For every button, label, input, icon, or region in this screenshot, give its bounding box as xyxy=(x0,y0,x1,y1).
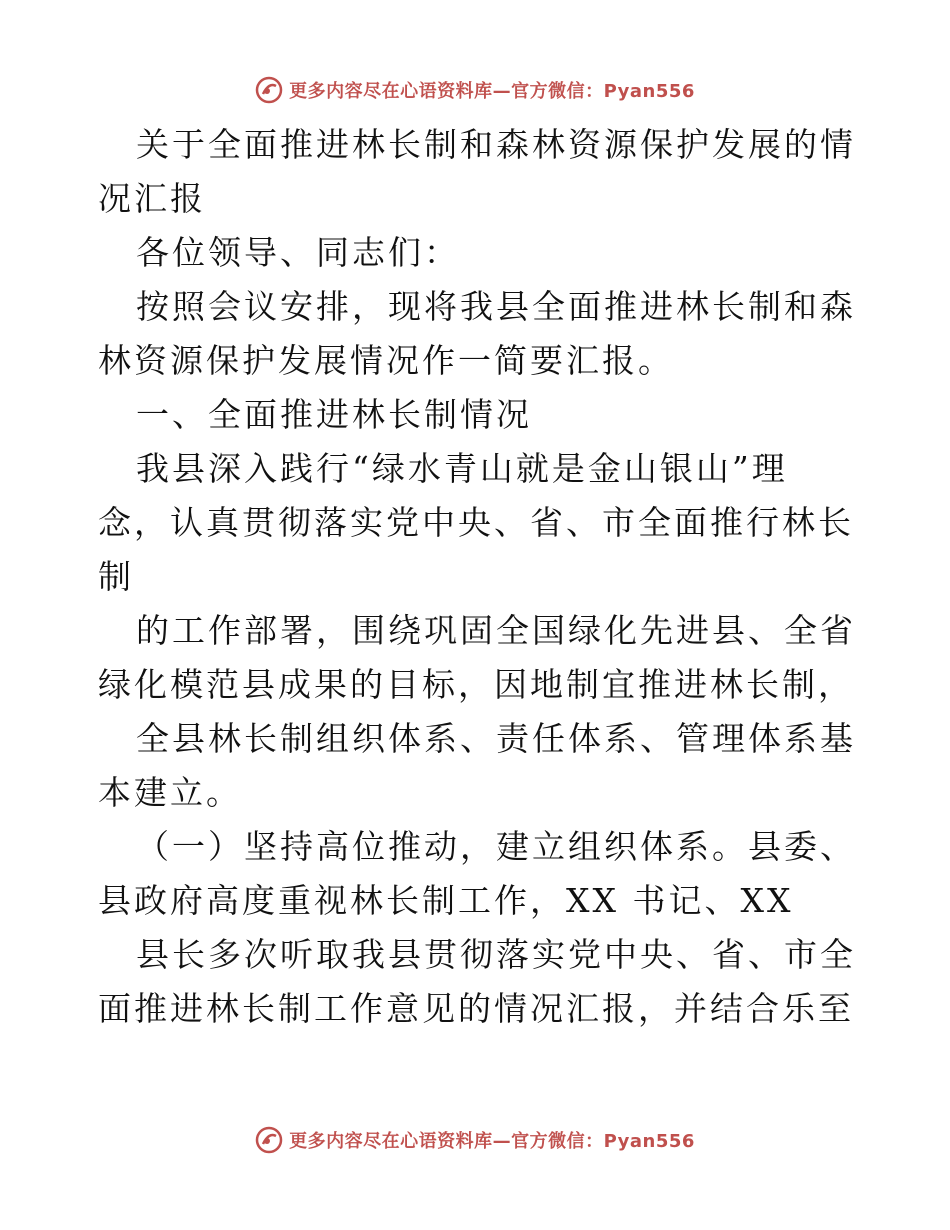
paragraph-intro: 按照会议安排，现将我县全面推进林长制和森林资源保护发展情况作一简要汇报。 xyxy=(98,287,856,380)
logo-icon xyxy=(255,76,283,104)
document-body xyxy=(98,118,858,1036)
section-heading: 一、全面推进林长制情况 xyxy=(136,395,532,434)
watermark-header xyxy=(0,72,950,108)
logo-icon xyxy=(255,1126,283,1154)
watermark-text: 更多内容尽在心语资料库—官方微信：Pyan556 xyxy=(289,81,695,102)
document-title: 关于全面推进林长制和森林资源保护发展的情况汇报 xyxy=(98,125,856,218)
watermark-text: 更多内容尽在心语资料库—官方微信：Pyan556 xyxy=(289,1131,695,1152)
paragraph: 的工作部署，围绕巩固全国绿化先进县、全省绿化模范县成果的目标，因地制宜推进林长制， xyxy=(98,611,856,704)
paragraph: 全县林长制组织体系、责任体系、管理体系基本建立。 xyxy=(98,719,856,812)
subsection-paragraph: （一）坚持高位推动，建立组织体系。县委、县政府高度重视林长制工作，XX 书记、XX xyxy=(98,827,856,920)
salutation: 各位领导、同志们： xyxy=(136,233,460,272)
paragraph: 我县深入践行“绿水青山就是金山银山”理念，认真贯彻落实党中央、省、市全面推行林长制 xyxy=(98,449,854,596)
watermark-footer xyxy=(0,1122,950,1158)
paragraph: 县长多次听取我县贯彻落实党中央、省、市全面推进林长制工作意见的情况汇报，并结合乐至 xyxy=(98,935,856,1028)
